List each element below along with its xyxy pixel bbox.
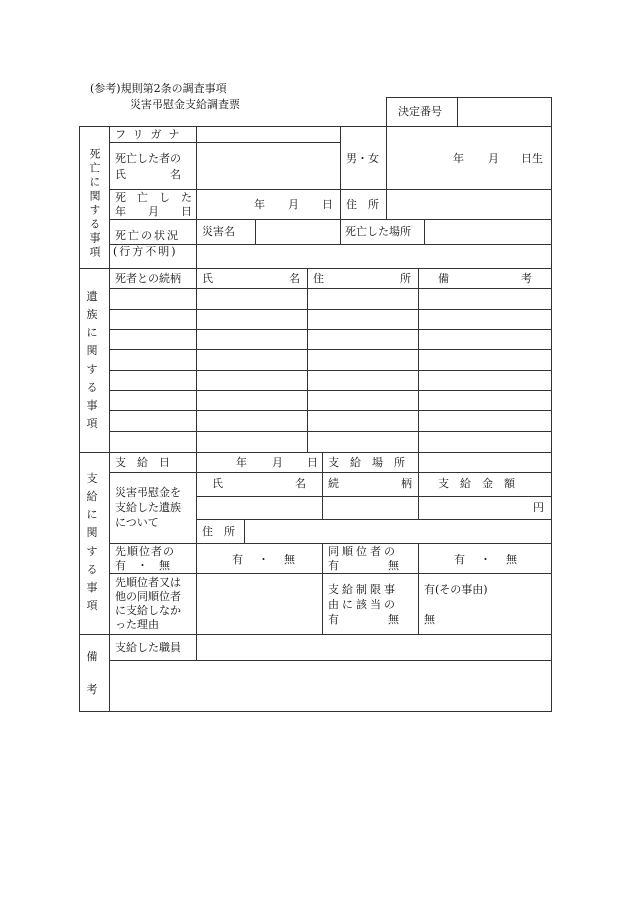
staff-label: 支給した職員 <box>115 641 181 654</box>
col-remarks: 備 考 <box>438 272 532 285</box>
pay-address-label: 住 所 <box>202 525 235 538</box>
section-death-title: 死亡に関する事項 <box>88 148 101 260</box>
death-day: 日 <box>322 198 333 211</box>
death-status-label-2: (行方不明) <box>113 245 178 258</box>
deceased-name-label-1: 死亡した者の <box>115 152 181 165</box>
address-label: 住 所 <box>346 198 379 211</box>
yen-unit: 円 <box>533 501 544 514</box>
death-status-label-1: 死亡の状況 <box>115 229 180 242</box>
section-payment-title: 支 給 に 関 す る 事 項 <box>86 472 98 612</box>
same-rank-label-1: 同順位者の <box>328 545 398 558</box>
limit-no: 無 <box>424 613 435 626</box>
col-name: 氏 名 <box>202 272 300 285</box>
reason-label-3: に支給しなか <box>115 604 181 617</box>
limit-label-1: 支給制限事 <box>328 583 398 596</box>
family-label-3: について <box>115 516 159 529</box>
pay-day: 日 <box>307 456 318 469</box>
reason-label-2: 他の同順位者 <box>115 590 181 603</box>
priority-label-2: 有 ・ 無 <box>115 559 170 572</box>
limit-label-3: 有 無 <box>328 613 400 626</box>
same-rank-label-2: 有 無 <box>328 559 400 572</box>
reason-label-4: った理由 <box>115 618 159 631</box>
birth-month: 月 <box>488 152 499 165</box>
priority-label-1: 先順位者の <box>115 545 175 558</box>
col-relation: 死者との続柄 <box>115 272 181 285</box>
furigana-label: フリガナ <box>115 128 187 141</box>
reason-label-1: 先順位者又は <box>115 576 181 589</box>
birth-day: 日生 <box>521 152 543 165</box>
limit-yes: 有(その事由) <box>424 583 488 596</box>
death-place-label: 死亡した場所 <box>345 225 411 238</box>
section-remarks-title: 備 考 <box>86 650 98 696</box>
col-address: 住 所 <box>313 272 411 285</box>
disaster-name-label: 災害名 <box>202 225 235 238</box>
limit-label-2: 由に該当の <box>328 598 398 611</box>
decision-number-field[interactable] <box>462 105 548 119</box>
death-month: 月 <box>288 198 299 211</box>
family-label-1: 災害弔慰金を <box>115 486 181 499</box>
pay-col-amount: 支 給 金 額 <box>438 477 515 490</box>
payment-date-label: 支 給 日 <box>115 456 170 469</box>
sex-label: 男・女 <box>346 152 379 165</box>
reference-title: (参考)規則第2条の調査事項 <box>90 82 227 95</box>
pay-year: 年 <box>236 456 247 469</box>
birth-year: 年 <box>453 152 464 165</box>
pay-col-name: 氏 名 <box>212 477 306 490</box>
payment-place-label: 支 給 場 所 <box>328 456 405 469</box>
section-family-title: 遺 族 に 関 す る 事 項 <box>86 290 98 430</box>
same-rank-value: 有 ・ 無 <box>454 553 519 566</box>
priority-value: 有 ・ 無 <box>232 553 297 566</box>
form-title: 災害弔慰金支給調査票 <box>130 98 240 111</box>
deceased-name-label-2: 氏 名 <box>115 168 181 181</box>
family-label-2: 支給した遺族 <box>115 501 181 514</box>
pay-col-relation: 続 柄 <box>328 477 412 490</box>
death-date-label-2: 年 月 日 <box>115 205 192 218</box>
death-year: 年 <box>254 198 265 211</box>
decision-number-label: 決定番号 <box>398 105 442 118</box>
pay-month: 月 <box>272 456 283 469</box>
death-date-label-1: 死 亡 し た <box>115 191 192 204</box>
